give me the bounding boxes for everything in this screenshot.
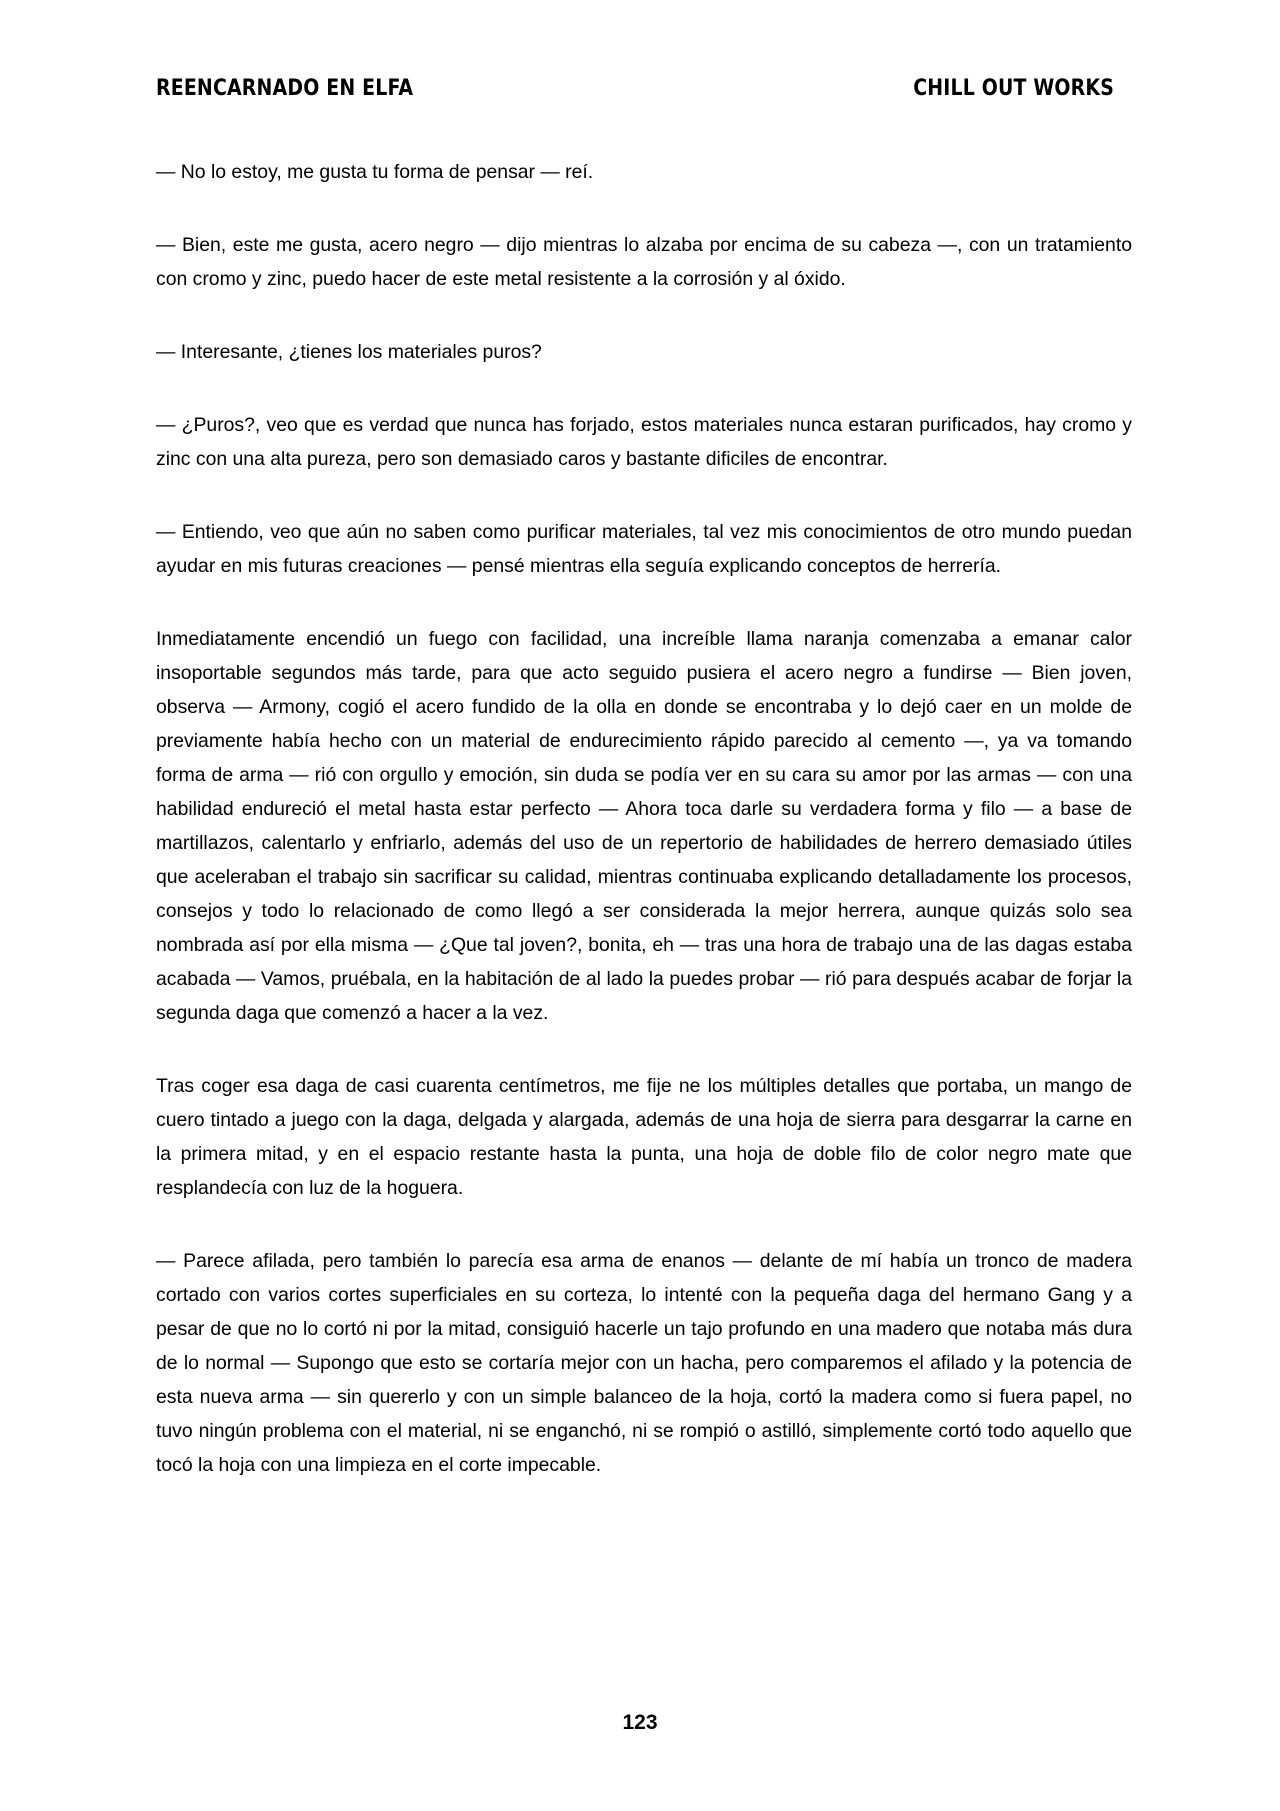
running-header bbox=[156, 76, 1114, 101]
paragraph: — Entiendo, veo que aún no saben como purificar materiales, tal vez mis conocimientos de otro mundo puedan ayudar en mis futuras creaciones — pensé mientras ella seguía explicando conceptos de herrería. bbox=[156, 521, 1132, 577]
paragraph: — Bien, este me gusta, acero negro — dijo mientras lo alzaba por encima de su cabeza —, con un tratamiento con cromo y zinc, puedo hacer de este metal resistente a la corrosión y al óxido. bbox=[156, 234, 1132, 290]
page-body bbox=[156, 155, 1132, 1521]
paragraph: — Interesante, ¿tienes los materiales puros? bbox=[156, 341, 542, 363]
paragraph: Tras coger esa daga de casi cuarenta centímetros, me fije ne los múltiples detalles que portaba, un mango de cuero tintado a juego con la daga, delgada y alargada, además de una hoja de sierra para desgarrar la carne en la primera mitad, y en el espacio restante hasta la punta, una hoja de doble filo de color negro mate que resplandecía con luz de la hoguera. bbox=[156, 1075, 1132, 1199]
paragraph: — Parece afilada, pero también lo parecía esa arma de enanos — delante de mí había un tronco de madera cortado con varios cortes superficiales en su corteza, lo intenté con la pequeña daga del hermano Gang y a pesar de que no lo cortó ni por la mitad, consiguió hacerle un tajo profundo en una madero que notaba más dura de lo normal — Supongo que esto se cortaría mejor con un hacha, pero comparemos el afilado y la potencia de esta nueva arma — sin quererlo y con un simple balanceo de la hoja, cortó la madera como si fuera papel, no tuvo ningún problema con el material, ni se enganchó, ni se rompió o astilló, simplemente cortó todo aquello que tocó la hoja con una limpieza en el corte impecable. bbox=[156, 1250, 1132, 1476]
publisher-name: CHILL OUT WORKS bbox=[913, 76, 1115, 101]
page-number: 123 bbox=[622, 1711, 658, 1734]
paragraph: — ¿Puros?, veo que es verdad que nunca has forjado, estos materiales nunca estaran purificados, hay cromo y zinc con una alta pureza, pero son demasiado caros y bastante dificiles de encontrar. bbox=[156, 414, 1132, 470]
book-title: REENCARNADO EN ELFA bbox=[156, 76, 414, 101]
paragraph: Inmediatamente encendió un fuego con facilidad, una increíble llama naranja comenzaba a emanar calor insoportable segundos más tarde, para que acto seguido pusiera el acero negro a fundirse — Bien joven, observa — Armony, cogió el acero fundido de la olla en donde se encontraba y lo dejó caer en un molde de previamente había hecho con un material de endurecimiento rápido parecido al cemento —, ya va tomando forma de arma — rió con orgullo y emoción, sin duda se podía ver en su cara su amor por las armas — con una habilidad endureció el metal hasta estar perfecto — Ahora toca darle su verdadera forma y filo — a base de martillazos, calentarlo y enfriarlo, además del uso de un repertorio de habilidades de herrero demasiado útiles que aceleraban el trabajo sin sacrificar su calidad, mientras continuaba explicando detalladamente los procesos, consejos y todo lo relacionado de como llegó a ser considerada la mejor herrera, aunque quizás solo sea nombrada así por ella misma — ¿Que tal joven?, bonita, eh — tras una hora de trabajo una de las dagas estaba acabada — Vamos, pruébala, en la habitación de al lado la puedes probar — rió para después acabar de forjar la segunda daga que comenzó a hacer a la vez. bbox=[156, 628, 1132, 1024]
paragraph: — No lo estoy, me gusta tu forma de pensar — reí. bbox=[156, 161, 594, 183]
